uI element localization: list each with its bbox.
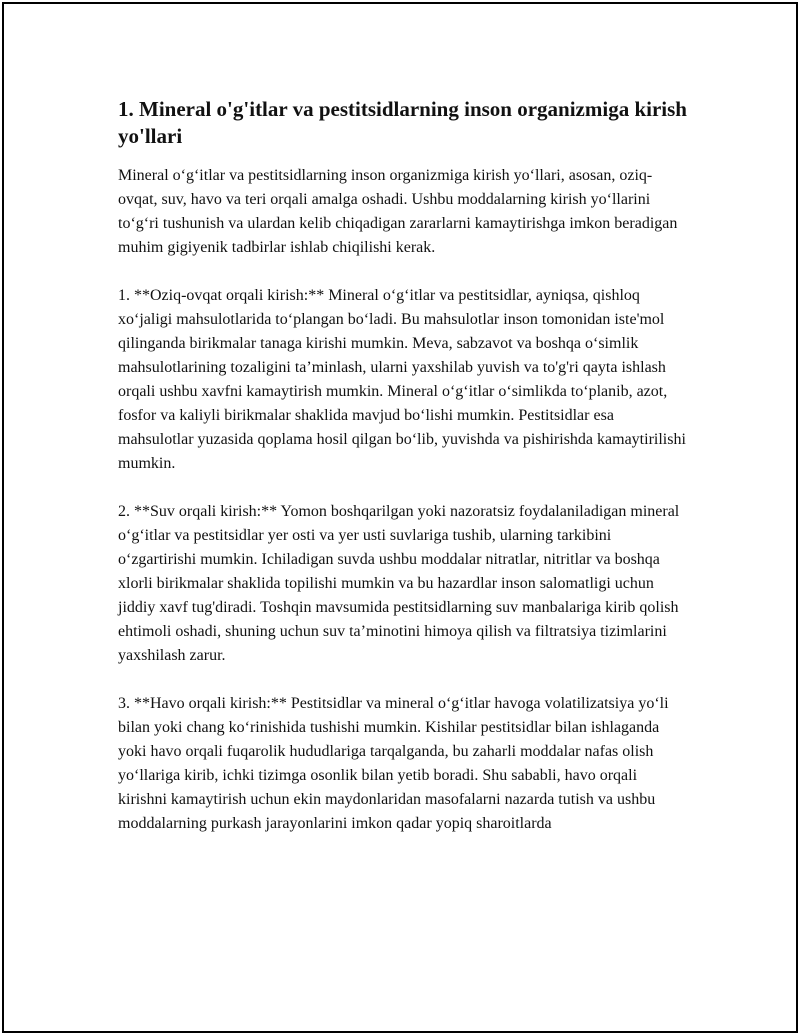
- water-intake-paragraph: 2. **Suv orqali kirish:** Yomon boshqarilgan yoki nazoratsiz foydalaniladigan mineral o‘g‘itlar va pestitsidlar yer osti va yer usti suvlariga tushib, ularning tarkibini o‘zgartirishi mumkin. Ichiladigan suvda ushbu moddalar nitratlar, nitritlar va boshqa xlorli birikmalar shaklida topilishi mumkin va bu hazardlar inson salomatligi uchun jiddiy xavf tug'diradi. Toshqin mavsumida pestitsidlarning suv manbalariga kirib qolish ehtimoli oshadi, shuning uchun suv ta’minotini himoya qilish va filtratsiya tizimlarini yaxshilash zarur.: [118, 503, 680, 664]
- food-intake-paragraph: 1. **Oziq-ovqat orqali kirish:** Mineral o‘g‘itlar va pestitsidlar, ayniqsa, qishloq xo‘jaligi mahsulotlarida to‘plangan bo‘ladi. Bu mahsulotlar inson tomonidan iste'mol qilinganda birikmalar tanaga kirishi mumkin. Meva, sabzavot va boshqa o‘simlik mahsulotlarining tozaligini ta’minlash, ularni yaxshilab yuvish va to'g'ri qayta ishlash orqali ushbu xavfni kamaytirish mumkin. Mineral o‘g‘itlar o‘simlikda to‘planib, azot, fosfor va kaliyli birikmalar shaklida mavjud bo‘lishi mumkin. Pestitsidlar esa mahsulotlar yuzasida qoplama hosil qilgan bo‘lib, yuvishda va pishirishda kamaytirilishi mumkin.: [118, 287, 686, 472]
- air-intake-paragraph: 3. **Havo orqali kirish:** Pestitsidlar va mineral o‘g‘itlar havoga volatilizatsiya yo‘li bilan yoki chang ko‘rinishida tushishi mumkin. Kishilar pestitsidlar bilan ishlaganda yoki havo orqali fuqarolik hududlariga tarqalganda, bu zaharli moddalar nafas olish yo‘llariga kirib, ichki tizimga osonlik bilan yetib boradi. Shu sababli, havo orqali kirishni kamaytirish uchun ekin maydonlaridan masofalarni nazarda tutish va ushbu moddalarning purkash jarayonlarini imkon qadar yopiq sharoitlarda: [118, 695, 669, 832]
- intro-paragraph: Mineral o‘g‘itlar va pestitsidlarning inson organizmiga kirish yo‘llari, asosan, oziq-ovqat, suv, havo va teri orqali amalga oshadi. Ushbu moddalarning kirish yo‘llarini to‘g‘ri tushunish va ulardan kelib chiqadigan zararlarni kamaytirishga imkon beradigan muhim gigiyenik tadbirlar ishlab chiqilishi kerak.: [118, 167, 678, 256]
- document-body: [118, 96, 688, 860]
- section-heading: 1. Mineral o'g'itlar va pestitsidlarning inson organizmiga kirish yo'llari: [118, 97, 687, 148]
